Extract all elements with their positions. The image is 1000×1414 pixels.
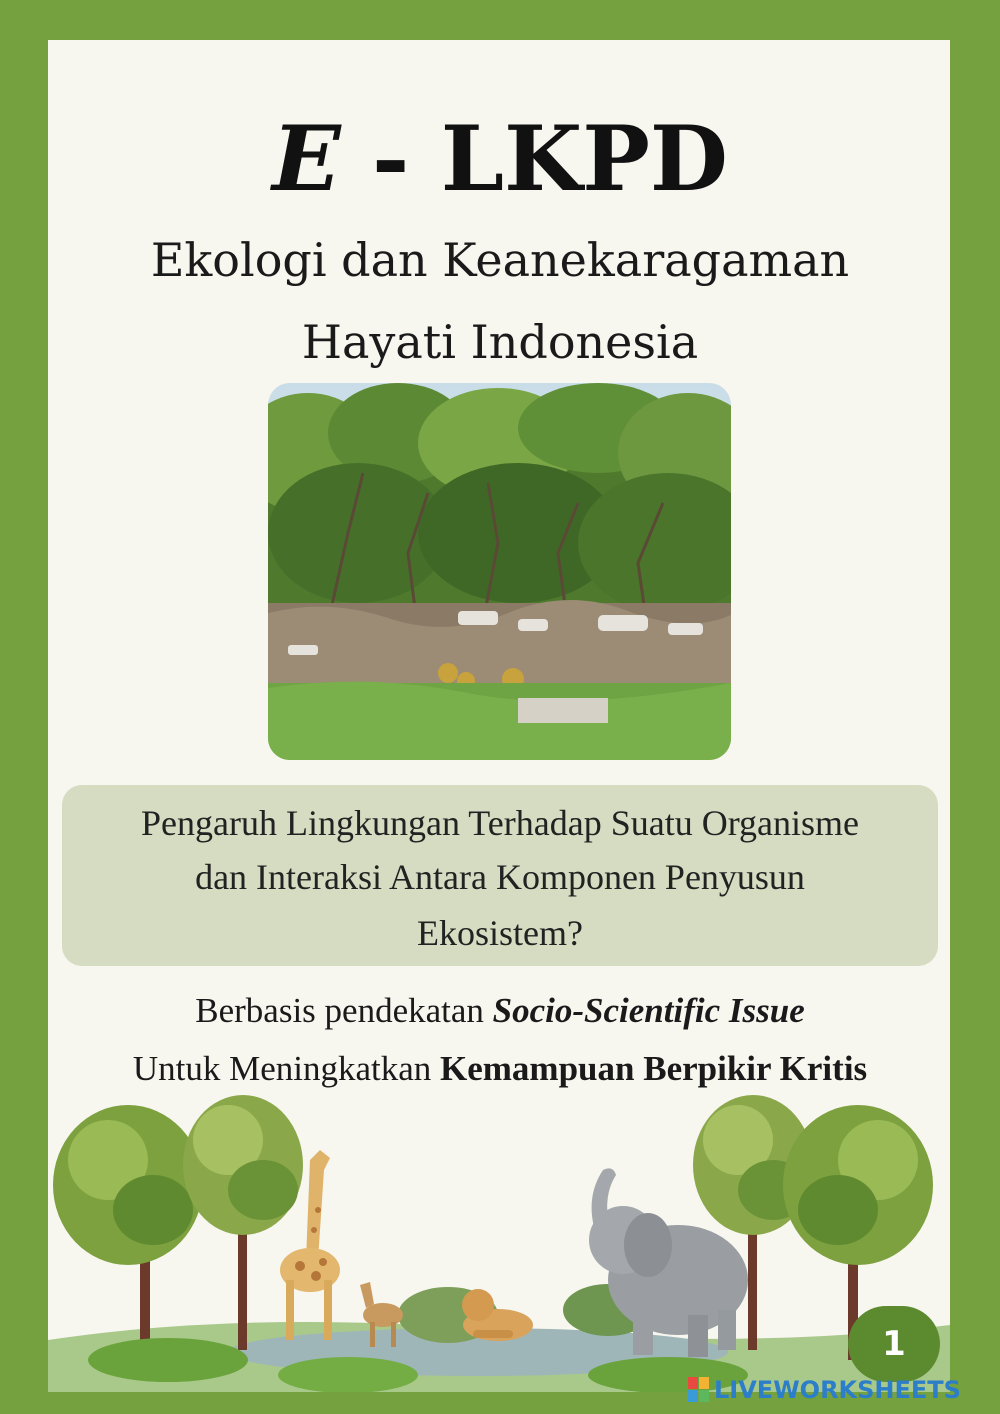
approach-line-2-prefix: Untuk Meningkatkan	[132, 1049, 441, 1088]
wildlife-illustration	[48, 1090, 950, 1392]
page-title	[0, 104, 1000, 214]
watermark-text: LIVEWORKSHEETS	[714, 1376, 961, 1404]
approach-line-1	[0, 988, 1000, 1034]
cover-photo	[268, 383, 731, 760]
page-number-badge: 1	[848, 1306, 940, 1382]
mangrove-litter-photo	[268, 383, 731, 760]
question-line-2: dan Interaksi Antara Komponen Penyusun	[195, 857, 805, 897]
subtitle-line-2: Hayati Indonesia	[301, 315, 699, 369]
tree-left-2-icon	[183, 1095, 303, 1350]
subtitle-line-1: Ekologi dan Keanekaragaman	[150, 233, 850, 287]
lion-icon	[462, 1289, 533, 1341]
question-line-1: Pengaruh Lingkungan Terhadap Suatu Organisme	[141, 803, 859, 843]
title-prefix: E	[272, 106, 341, 212]
approach-emphasis: Socio-Scientific Issue	[492, 991, 805, 1030]
watermark	[688, 1376, 961, 1404]
liveworksheets-logo-icon	[688, 1377, 710, 1403]
title-rest: - LKPD	[340, 106, 728, 212]
approach-line-2	[0, 1046, 1000, 1092]
approach-bold: Kemampuan Berpikir Kritis	[440, 1049, 868, 1088]
approach-line-1-prefix: Berbasis pendekatan	[195, 991, 493, 1030]
question-line-3: Ekosistem?	[417, 913, 583, 953]
question-box	[62, 785, 938, 966]
tree-left-1-icon	[53, 1105, 203, 1360]
